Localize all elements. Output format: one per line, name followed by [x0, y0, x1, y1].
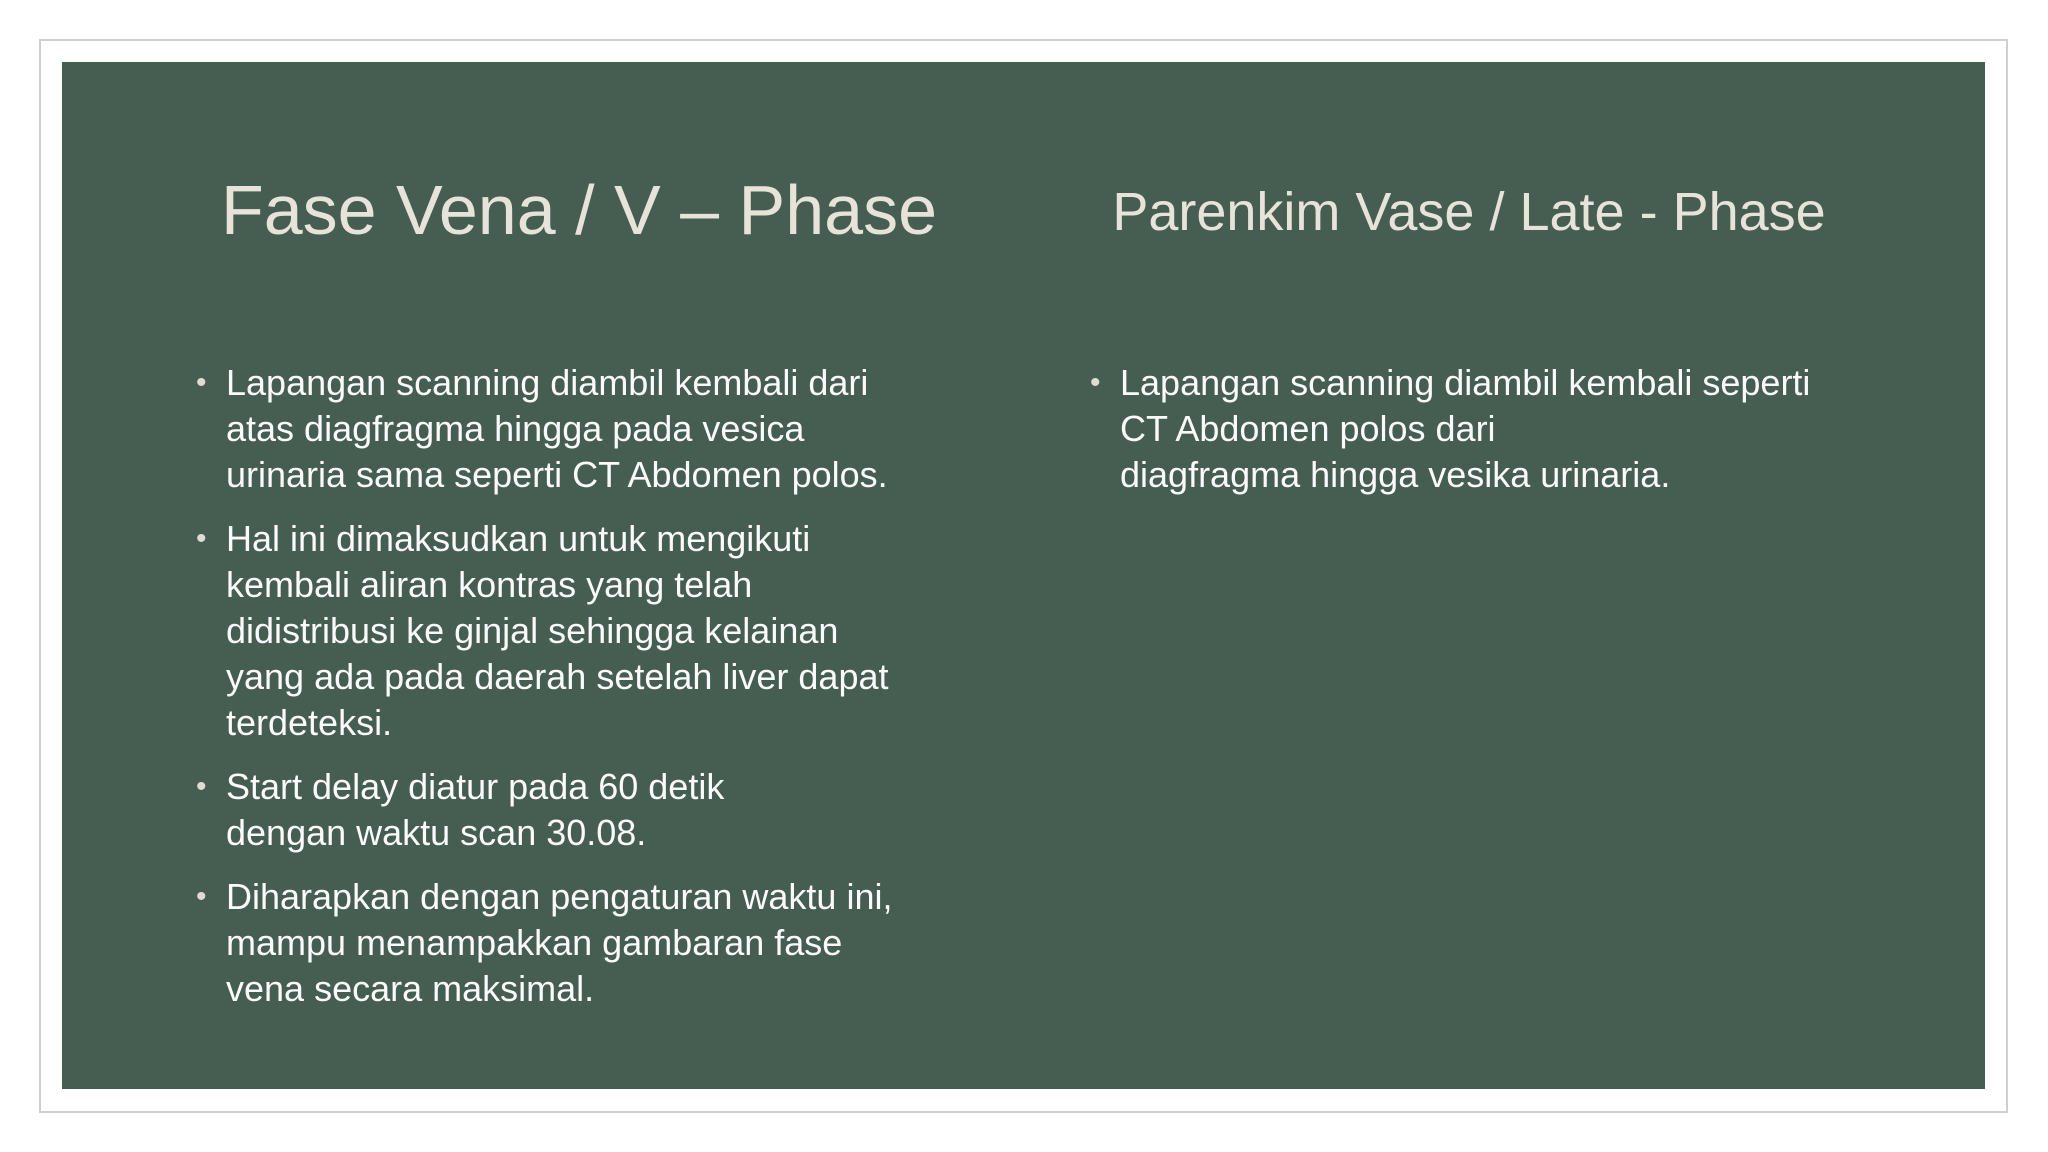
- bullet-item: [196, 874, 892, 1012]
- bullet-text-line: Lapangan scanning diambil kembali dari: [226, 362, 869, 403]
- bullet-icon: •: [196, 770, 207, 803]
- bullet-icon: •: [1090, 366, 1101, 399]
- bullet-icon: •: [196, 366, 207, 399]
- bullet-item: [196, 516, 892, 746]
- bullet-text-line: Lapangan scanning diambil kembali seperti: [1120, 362, 1811, 403]
- right-bullet-list: [1090, 360, 1810, 516]
- bullet-icon: •: [196, 522, 207, 555]
- bullet-text-line: terdeteksi.: [226, 702, 393, 743]
- bullet-text-line: CT Abdomen polos dari: [1120, 408, 1496, 449]
- bullet-text-line: diagfragma hingga vesika urinaria.: [1120, 454, 1671, 495]
- bullet-text-line: Start delay diatur pada 60 detik: [226, 766, 725, 807]
- bullet-text-line: urinaria sama seperti CT Abdomen polos.: [226, 454, 888, 495]
- bullet-text-line: mampu menampakkan gambaran fase: [226, 922, 843, 963]
- left-column-title: Fase Vena / V – Phase: [220, 171, 938, 249]
- slide: [62, 62, 1985, 1089]
- bullet-item: [196, 360, 892, 498]
- right-column-title: Parenkim Vase / Late - Phase: [1112, 182, 1826, 242]
- bullet-text-line: vena secara maksimal.: [226, 968, 595, 1009]
- bullet-text-line: kembali aliran kontras yang telah: [226, 564, 753, 605]
- left-bullet-list: [196, 360, 892, 1030]
- bullet-text-line: Diharapkan dengan pengaturan waktu ini,: [226, 876, 893, 917]
- bullet-text-line: yang ada pada daerah setelah liver dapat: [226, 656, 889, 697]
- bullet-item: [196, 764, 892, 856]
- bullet-text-line: Hal ini dimaksudkan untuk mengikuti: [226, 518, 811, 559]
- bullet-text-line: dengan waktu scan 30.08.: [226, 812, 647, 853]
- bullet-text-line: atas diagfragma hingga pada vesica: [226, 408, 805, 449]
- bullet-icon: •: [196, 880, 207, 913]
- bullet-text-line: didistribusi ke ginjal sehingga kelainan: [226, 610, 839, 651]
- bullet-item: [1090, 360, 1810, 498]
